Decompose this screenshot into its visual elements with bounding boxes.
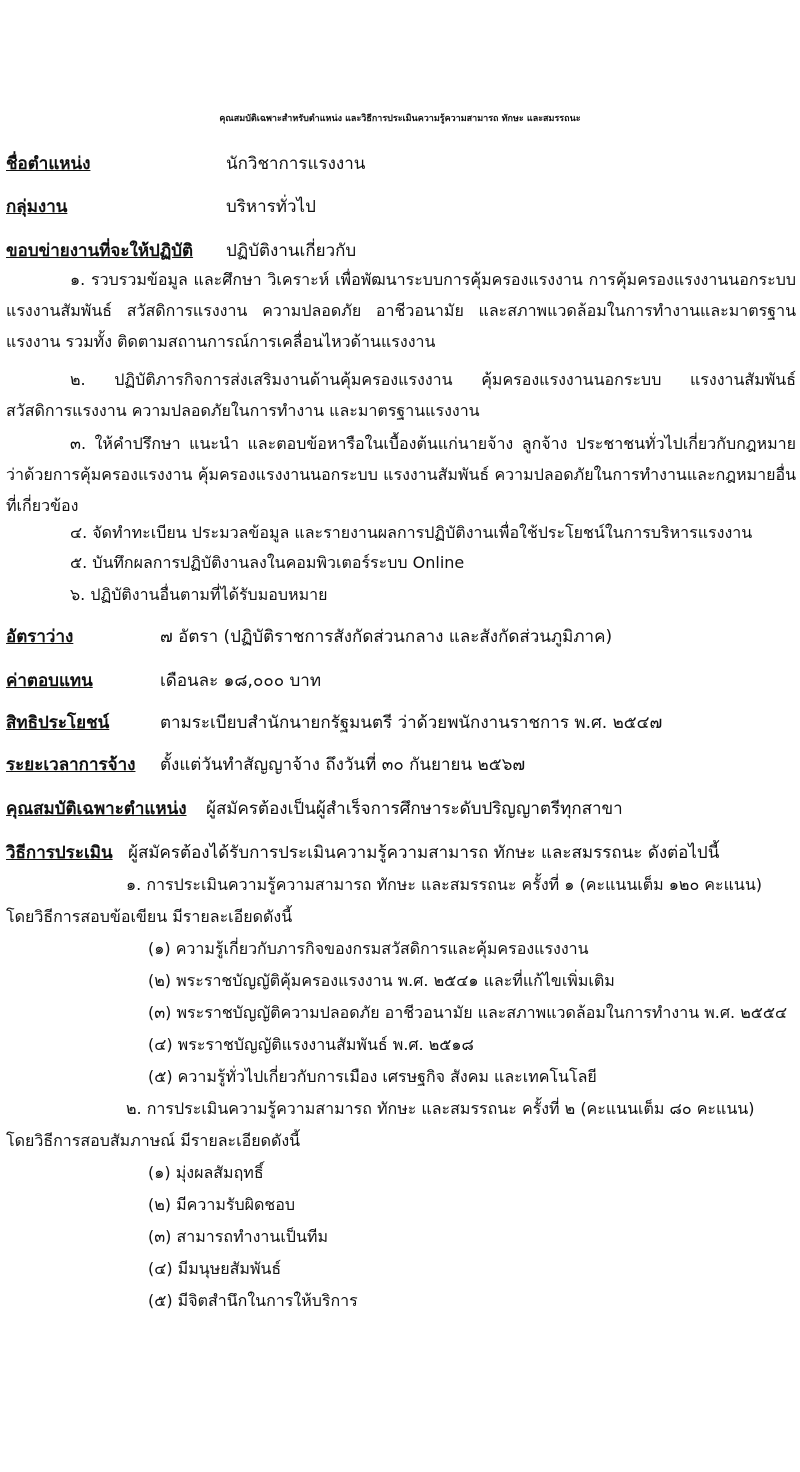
page-title: คุณสมบัติเฉพาะสำหรับตำแหน่ง และวิธีการประเมินความรู้ความสามารถ ทักษะ และสมรรถนะ: [219, 114, 581, 124]
period-label: ระยะเวลาการจ้าง: [6, 755, 136, 775]
position-value: นักวิชาการแรงงาน: [226, 154, 366, 174]
duty-1: ๑. รวบรวมข้อมูล และศึกษา วิเคราะห์ เพื่อพัฒนาระบบการคุ้มครองแรงงาน การคุ้มครองแรงงานนอกระบบ แรงงานสัมพันธ์ สวัสดิการแรงงาน ความปลอดภัย อาชีวอนามัย และสภาพแวดล้อมในการทำงานและมาตรฐานแรงงาน รวมทั้ง ติดตามสถานการณ์การเคลื่อนไหวด้านแรงงาน: [6, 270, 796, 351]
round2-item-4: (๔) มีมนุษยสัมพันธ์: [148, 1259, 282, 1278]
evaluation-label: วิธีการประเมิน: [6, 843, 113, 863]
period-value: ตั้งแต่วันทำสัญญาจ้าง ถึงวันที่ ๓๐ กันยายน ๒๕๖๗: [160, 755, 526, 775]
duty-3: ๓. ให้คำปรึกษา แนะนำ และตอบข้อหารือในเบื้องต้นแก่นายจ้าง ลูกจ้าง ประชาชนทั่วไปเกี่ยวกับกฎหมายว่าด้วยการคุ้มครองแรงงาน คุ้มครองแรงงานนอกระบบ แรงงานสัมพันธ์ ความปลอดภัยในการทำงานและกฎหมายอื่นที่เกี่ยวข้อง: [6, 434, 796, 515]
qualification-label: คุณสมบัติเฉพาะตำแหน่ง: [6, 799, 187, 819]
evaluation-intro: ผู้สมัครต้องได้รับการประเมินความรู้ความสามารถ ทักษะ และสมรรถนะ ดังต่อไปนี้: [128, 843, 720, 863]
duty-2: ๒. ปฏิบัติภารกิจการส่งเสริมงานด้านคุ้มครองแรงงาน คุ้มครองแรงงานนอกระบบ แรงงานสัมพันธ์ สวัสดิการแรงงาน ความปลอดภัยในการทำงาน และมาตรฐานแรงงาน: [6, 370, 796, 420]
scope-label: ขอบข่ายงานที่จะให้ปฏิบัติ: [6, 241, 194, 261]
scope-intro: ปฏิบัติงานเกี่ยวกับ: [226, 241, 357, 261]
qualification-value: ผู้สมัครต้องเป็นผู้สำเร็จการศึกษาระดับปริญญาตรีทุกสาขา: [206, 799, 623, 819]
salary-value: เดือนละ ๑๘,๐๐๐ บาท: [160, 671, 322, 691]
salary-label: ค่าตอบแทน: [6, 671, 93, 691]
group-value: บริหารทั่วไป: [226, 197, 316, 217]
round1-heading: ๑. การประเมินความรู้ความสามารถ ทักษะ และสมรรถนะ ครั้งที่ ๑ (คะแนนเต็ม ๑๒๐ คะแนน): [126, 875, 763, 894]
round1-item-1: (๑) ความรู้เกี่ยวกับภารกิจของกรมสวัสดิการและคุ้มครองแรงงาน: [148, 939, 589, 958]
round2-method: โดยวิธีการสอบสัมภาษณ์ มีรายละเอียดดังนี้: [6, 1131, 301, 1150]
vacancy-value: ๗ อัตรา (ปฏิบัติราชการสังกัดส่วนกลาง และสังกัดส่วนภูมิภาค): [160, 627, 613, 647]
round1-method: โดยวิธีการสอบข้อเขียน มีรายละเอียดดังนี้: [6, 907, 293, 926]
round2-item-1: (๑) มุ่งผลสัมฤทธิ์: [148, 1163, 264, 1182]
round2-item-5: (๕) มีจิตสำนึกในการให้บริการ: [148, 1291, 358, 1310]
benefits-value: ตามระเบียบสำนักนายกรัฐมนตรี ว่าด้วยพนักงานราชการ พ.ศ. ๒๕๔๗: [160, 713, 663, 733]
vacancy-label: อัตราว่าง: [6, 627, 74, 647]
round2-heading: ๒. การประเมินความรู้ความสามารถ ทักษะ และสมรรถนะ ครั้งที่ ๒ (คะแนนเต็ม ๘๐ คะแนน): [126, 1099, 755, 1118]
duty-4: ๔. จัดทำทะเบียน ประมวลข้อมูล และรายงานผลการปฏิบัติงานเพื่อใช้ประโยชน์ในการบริหารแรงงาน: [70, 523, 753, 542]
round1-item-2: (๒) พระราชบัญญัติคุ้มครองแรงงาน พ.ศ. ๒๕๔๑ และที่แก้ไขเพิ่มเติม: [148, 971, 615, 990]
benefits-label: สิทธิประโยชน์: [6, 713, 110, 733]
position-label: ชื่อตำแหน่ง: [6, 154, 91, 174]
round2-item-2: (๒) มีความรับผิดชอบ: [148, 1195, 296, 1214]
round1-item-3: (๓) พระราชบัญญัติความปลอดภัย อาชีวอนามัย และสภาพแวดล้อมในการทำงาน พ.ศ. ๒๕๕๔: [148, 1003, 788, 1022]
round1-item-4: (๔) พระราชบัญญัติแรงงานสัมพันธ์ พ.ศ. ๒๕๑๘: [148, 1035, 474, 1054]
round2-item-3: (๓) สามารถทำงานเป็นทีม: [148, 1227, 328, 1246]
round1-item-5: (๕) ความรู้ทั่วไปเกี่ยวกับการเมือง เศรษฐกิจ สังคม และเทคโนโลยี: [148, 1067, 597, 1086]
duty-5: ๕. บันทึกผลการปฏิบัติงานลงในคอมพิวเตอร์ระบบ Online: [70, 553, 465, 572]
duty-6: ๖. ปฏิบัติงานอื่นตามที่ได้รับมอบหมาย: [70, 585, 328, 604]
group-label: กลุ่มงาน: [6, 197, 68, 217]
